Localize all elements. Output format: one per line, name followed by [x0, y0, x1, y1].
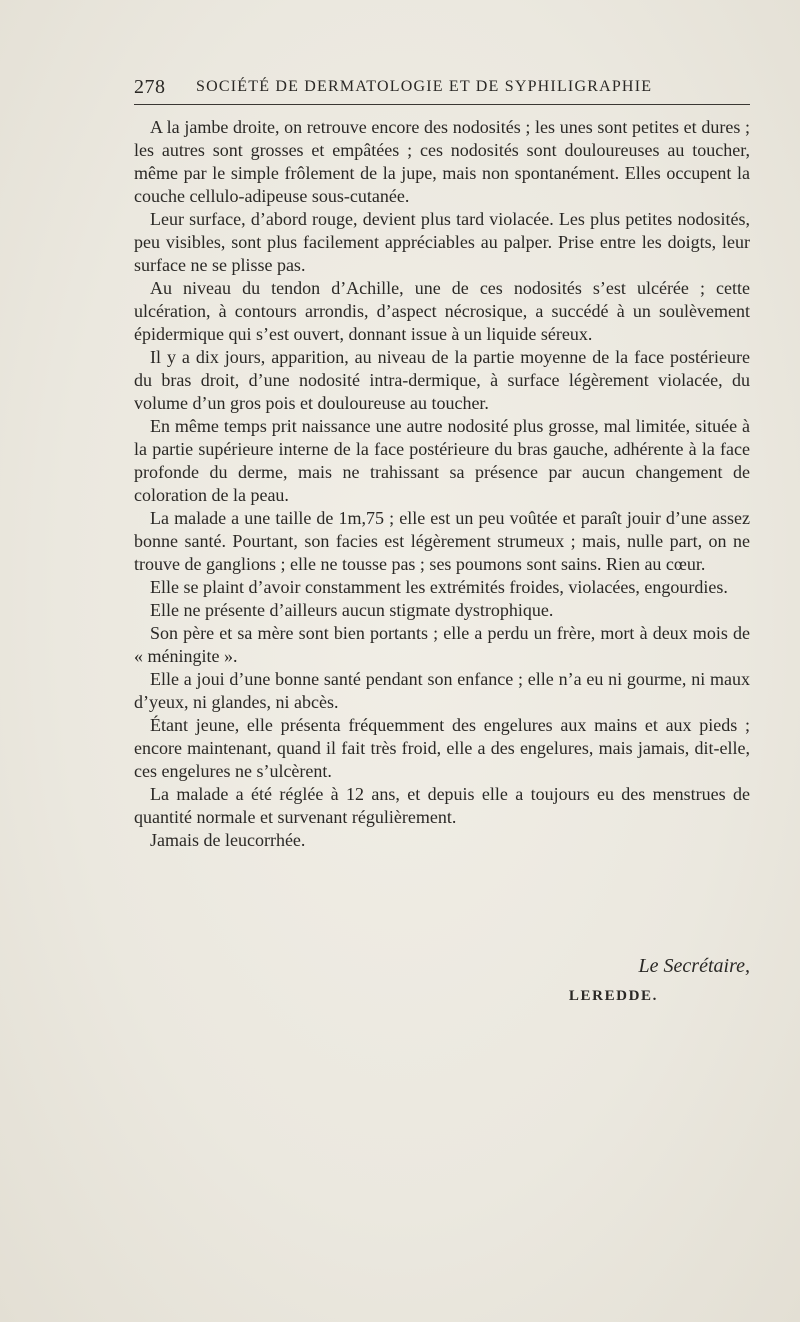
paragraph: Au niveau du tendon d’Achille, une de ces nodosités s’est ulcérée ; cette ulcération, à contours arrondis, d’aspect nécrosique, a succédé à un soulèvement épidermique qui s’est ouvert, donnant issue à un liquide séreux.: [134, 278, 750, 344]
paragraph: Elle ne présente d’ailleurs aucun stigmate dystrophique.: [150, 600, 554, 620]
signature-title: Le Secrétaire,: [638, 955, 750, 977]
paragraph: La malade a été réglée à 12 ans, et depuis elle a toujours eu des menstrues de quantité normale et survenant régulièrement.: [134, 784, 750, 827]
paragraph: Elle a joui d’une bonne santé pendant son enfance ; elle n’a eu ni gourme, ni maux d’yeux, ni glandes, ni abcès.: [134, 669, 750, 712]
running-head: SOCIÉTÉ DE DERMATOLOGIE ET DE SYPHILIGRAPHIE: [196, 78, 653, 95]
paragraph: A la jambe droite, on retrouve encore des nodosités ; les unes sont petites et dures ; les autres sont grosses et empâtées ; ces nodosités sont douloureuses au toucher, même par le simple frôlement de la jupe, mais non spontanément. Elles occupent la couche cellulo-adipeuse sous-cutanée.: [134, 117, 750, 206]
paragraph: Jamais de leucorrhée.: [150, 830, 306, 850]
paragraph: En même temps prit naissance une autre nodosité plus grosse, mal limitée, située à la partie supérieure interne de la face postérieure du bras gauche, adhérente à la face profonde du derme, mais ne trahissant sa présence par aucun changement de coloration de la peau.: [134, 416, 750, 505]
paragraph: Étant jeune, elle présenta fréquemment des engelures aux mains et aux pieds ; encore maintenant, quand il fait très froid, elle a des engelures, mais jamais, dit-elle, ces engelures ne s’ulcèrent.: [134, 715, 750, 781]
paragraph: La malade a une taille de 1m,75 ; elle est un peu voûtée et paraît jouir d’une assez bonne santé. Pourtant, son facies est légèrement strumeux ; mais, nulle part, on ne trouve de ganglions ; elle ne tousse pas ; ses poumons sont sains. Rien au cœur.: [134, 508, 750, 574]
signature-name: LEREDDE.: [568, 988, 658, 1004]
body-text: [134, 116, 750, 852]
paragraph: Son père et sa mère sont bien portants ; elle a perdu un frère, mort à deux mois de « méningite ».: [134, 623, 750, 666]
page-number: 278: [134, 76, 166, 98]
paragraph: Leur surface, d’abord rouge, devient plus tard violacée. Les plus petites nodosités, peu visibles, sont plus facilement appréciables au palper. Prise entre les doigts, leur surface ne se plisse pas.: [134, 209, 750, 275]
page-header: [134, 72, 750, 105]
paragraph: Elle se plaint d’avoir constamment les extrémités froides, violacées, engourdies.: [150, 577, 728, 597]
paragraph: Il y a dix jours, apparition, au niveau de la partie moyenne de la face postérieure du bras droit, d’une nodosité intra-dermique, à surface légèrement violacée, du volume d’un gros pois et douloureuse au toucher.: [134, 347, 750, 413]
